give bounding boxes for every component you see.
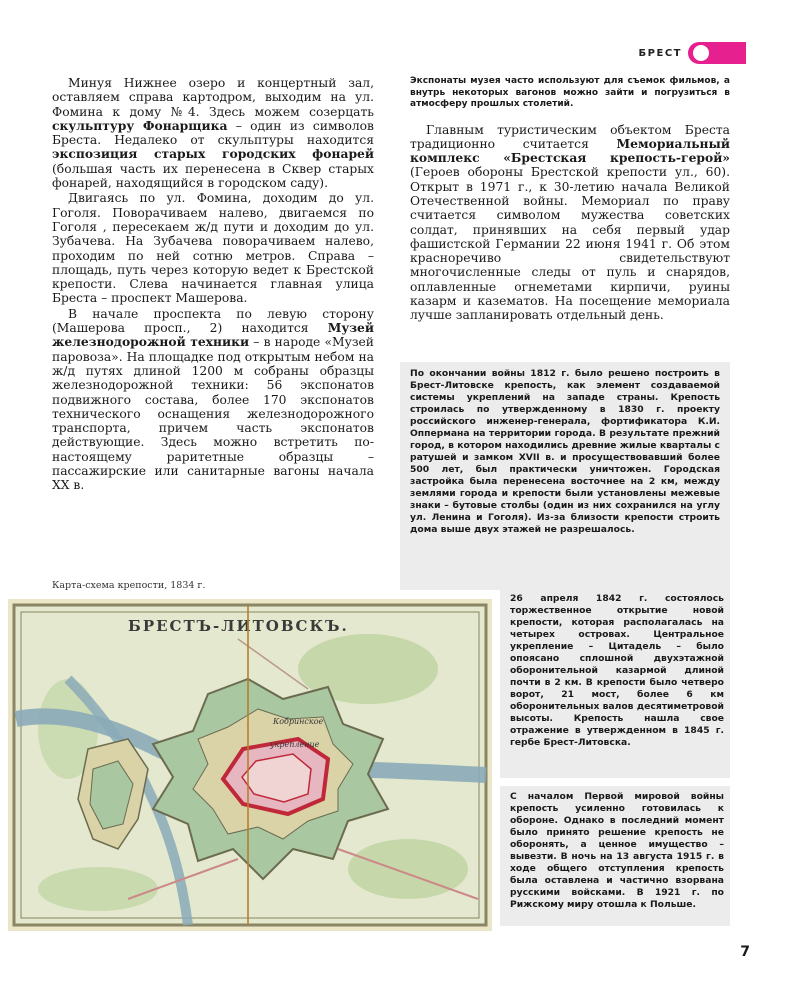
left-paragraph-1: Минуя Нижнее озеро и концертный зал, оставляем справа картодром, выходим на ул. Фомина к дому №4. Здесь можем созерцать скульптуру Фонарщика – один из символов Бреста. Недалеко от скульптуры находится экспозиция старых городских фонарей (большая часть их перенесена в Сквер старых фонарей, находящийся в городском саду). [52,76,374,191]
map-title: БРЕСТЪ-ЛИТОВСКЪ. [128,617,349,635]
history-block-1-text: 26 апреля 1842 г. состоялось торжественное открытие новой крепости, которая располагалась на четырех островах. Центральное укрепление – Цитадель – было опоясано сплошной двухэтажной оборонительной казармой длиной почти в 2 км. В крепости было четверо ворот, 21 мост, более 6 км оборонительных валов десятиметровой высоты. Крепость нашла свое отражение в утвержденном в 1845 г. гербе Брест-Литовска. [510,593,724,748]
map-label-1: Кобринское [273,717,324,726]
page-number: 7 [740,944,750,960]
right-column [410,76,730,323]
section-title: БРЕСТ [638,47,682,59]
history-block-2-text: С началом Первой мировой войны крепость усиленно готовилась к обороне. Однако в последний момент было принято решение крепость не оборонять, а ценное имущество – вывезти. В ночь на 13 августа 1915 г. в ходе общего отступления крепость была оставлена и частично взорвана русскими войсками. В 1921 г. по Рижскому миру отошла к Польше. [510,791,724,910]
map-caption: Карта-схема крепости, 1834 г. [52,580,206,591]
left-paragraph-3: В начале проспекта по левую сторону (Машерова просп., 2) находится Музей железнодорожной техники – в народе «Музей паровоза». На площадке под открытым небом на ж/д путях длиной 1200 м собраны образцы железнодорожной техники: 56 экспонатов подвижного состава, более 170 экспонатов технического оснащения железнодорожного транспорта, причем часть экспонатов действующие. Здесь можно встретить по-настоящему раритетные образцы – пассажирские или санитарные вагоны начала XX в. [52,306,375,493]
section-tab-icon [688,42,746,64]
left-paragraph-2: Двигаясь по ул. Фомина, доходим до ул. Гоголя. Поворачиваем налево, двигаемся по Гоголя , пересекаем ж/д пути и доходим до ул. Зубачева. На Зубачева поворачиваем налево, проходим по ней сотню метров. Справа – площадь, путь через которую ведет к Брестской крепости. Слева начинается главная улица Бреста – проспект Машерова. [52,191,374,306]
history-block-2 [500,786,730,926]
history-block-1 [500,588,730,778]
map-label-2: укрепление [270,740,320,749]
history-sidebar [400,362,730,590]
fortress-map [8,599,492,931]
section-header [639,42,746,64]
photo-caption: Экспонаты музея часто используют для съемок фильмов, а внутрь некоторых вагонов можно зайти и погрузиться в атмосферу прошлых столетий. [410,76,730,109]
right-paragraph: Главным туристическим объектом Бреста традиционно считается Мемориальный комплекс «Брестская крепость-герой» (Героев обороны Брестской крепости ул., 60). Открыт в 1971 г., к 30-летию начала Великой Отечественной войны. Мемориал по праву считается символом мужества советских солдат, принявших на себя первый удар фашистской Германии 22 июня 1941 г. Об этом красноречиво свидетельствуют многочисленные следы от пуль и снарядов, оплавленные огнеметами кирпичи, руины казарм и казематов. На посещение мемориала лучше запланировать отдельный день. [410,122,730,323]
left-column [52,76,374,493]
sidebar-text: По окончании войны 1812 г. было решено построить в Брест-Литовске крепость, как элемент создаваемой системы укреплений на западе страны. Крепость строилась по утвержденному в 1830 г. проекту российского инженер-генерала, фортификатора К.И. Оппермана на территории города. В результате прежний город, в котором находились древние жилые кварталы с ратушей и замком XVII в. и просуществовавший более 500 лет, был практически уничтожен. Городская застройка была перенесена восточнее на 2 км, между землями города и крепости были установлены межевые знаки – бутовые столбы (один из них сохранился на углу ул. Ленина и Гоголя). Из-за близости крепости строить дома выше двух этажей не разрешалось. [410,368,720,535]
